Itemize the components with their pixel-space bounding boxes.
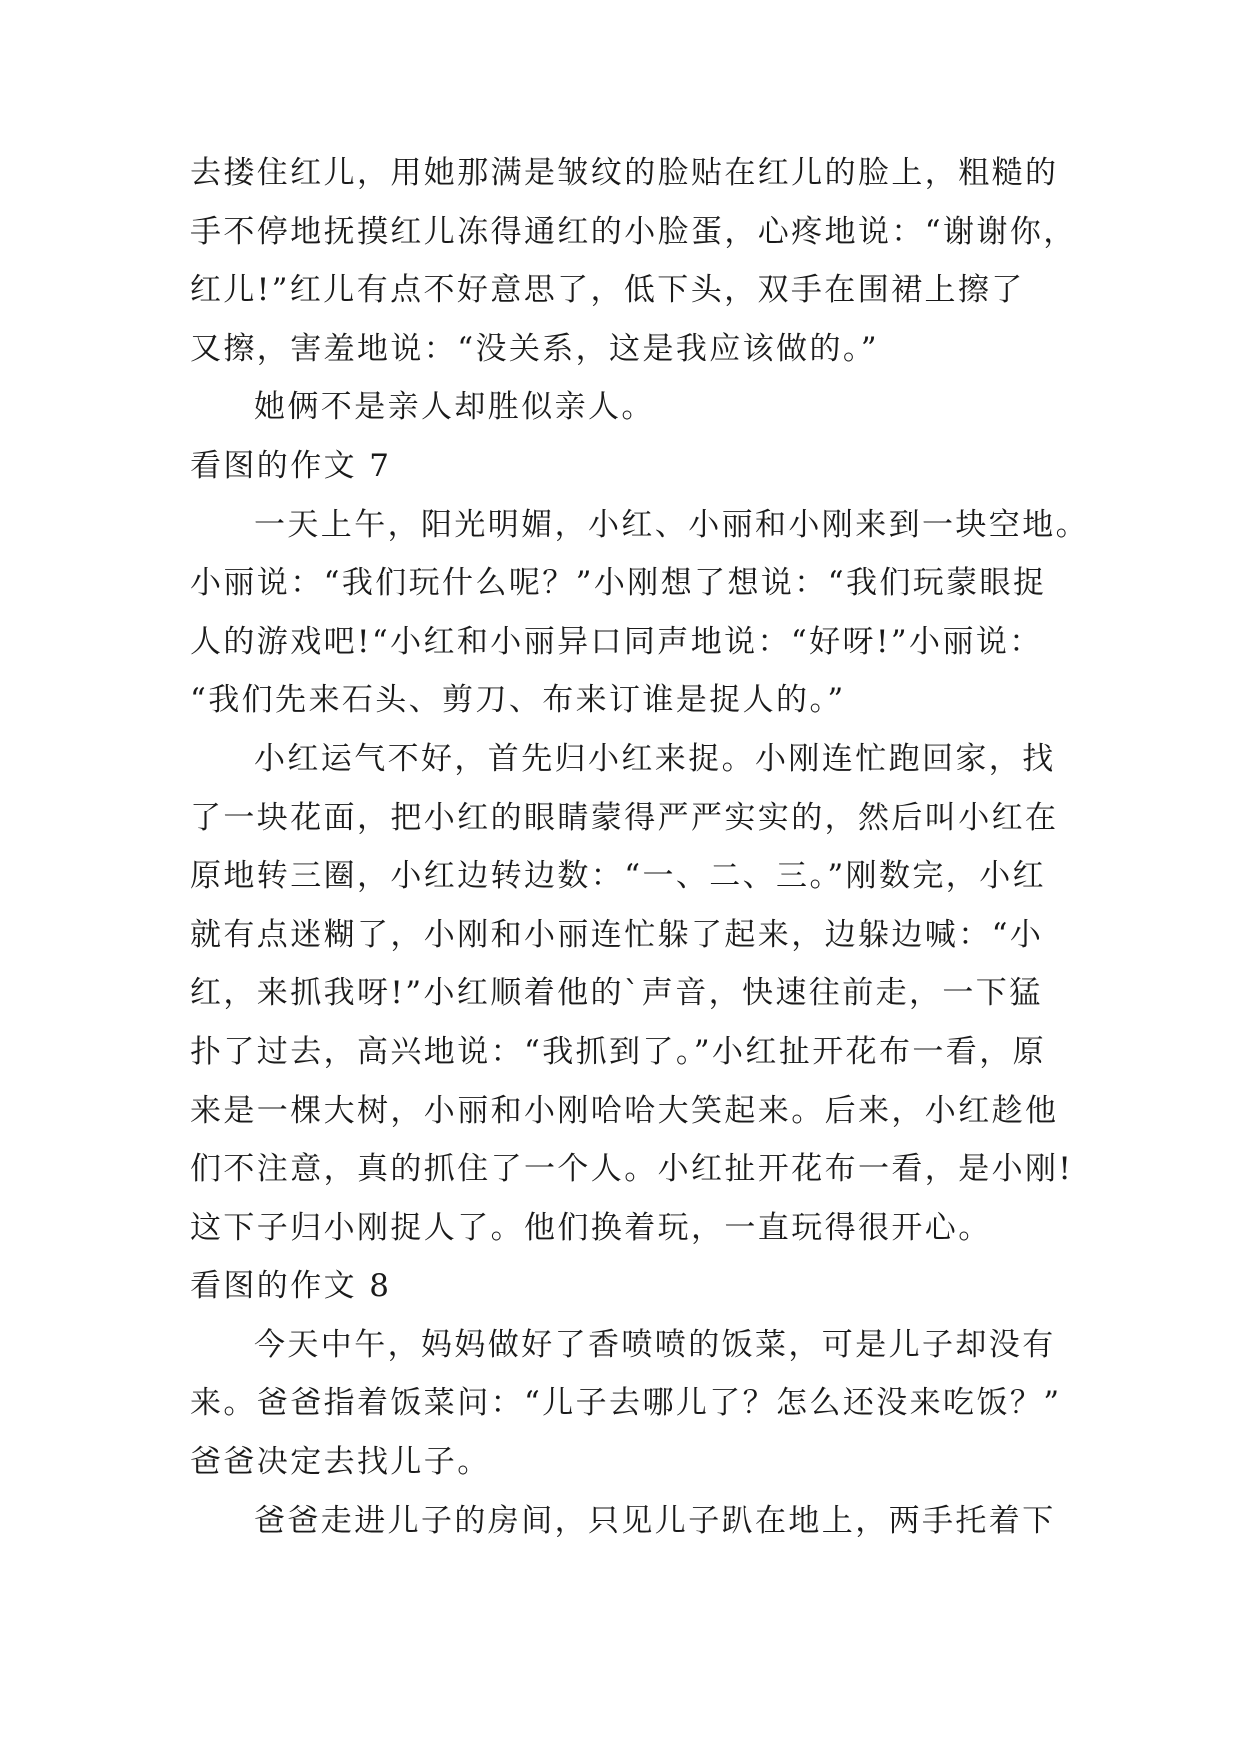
paragraph-line: 红儿!”红儿有点不好意思了，低下头，双手在围裙上擦了 xyxy=(190,272,1025,309)
paragraph-line: 一天上午，阳光明媚，小红、小丽和小刚来到一块空地。 xyxy=(254,506,1089,543)
section-heading: 看图的作文 8 xyxy=(190,1268,392,1305)
paragraph-line: 们不注意，真的抓住了一个人。小红扯开花布一看，是小刚! xyxy=(190,1151,1074,1188)
paragraph-line: 又擦，害羞地说：“没关系，这是我应该做的。” xyxy=(190,330,879,367)
paragraph-line: 来。爸爸指着饭菜问：“儿子去哪儿了？怎么还没来吃饭？” xyxy=(190,1385,1062,1422)
paragraph-line: 这下子归小刚捉人了。他们换着玩，一直玩得很开心。 xyxy=(190,1209,992,1246)
paragraph-line: 今天中午，妈妈做好了香喷喷的饭菜，可是儿子却没有 xyxy=(254,1326,1056,1363)
paragraph-line: 小红运气不好，首先归小红来捉。小刚连忙跑回家，找 xyxy=(254,740,1056,777)
paragraph-line: 小丽说：“我们玩什么呢？”小刚想了想说：“我们玩蒙眼捉 xyxy=(190,565,1047,602)
paragraph-line: “我们先来石头、剪刀、布来订谁是捉人的。” xyxy=(190,682,846,719)
paragraph-line: 来是一棵大树，小丽和小刚哈哈大笑起来。后来，小红趁他 xyxy=(190,1092,1059,1129)
paragraph-line: 去搂住红儿，用她那满是皱纹的脸贴在红儿的脸上，粗糙的 xyxy=(190,155,1059,191)
paragraph-line: 爸爸走进儿子的房间，只见儿子趴在地上，两手托着下 xyxy=(254,1502,1056,1539)
paragraph-line: 爸爸决定去找儿子。 xyxy=(190,1444,491,1481)
paragraph-line: 扑了过去，高兴地说：“我抓到了。”小红扯开花布一看，原 xyxy=(190,1033,1046,1070)
paragraph-line: 原地转三圈，小红边转边数：“一、二、三。”刚数完，小红 xyxy=(190,858,1046,895)
section-heading: 看图的作文 7 xyxy=(190,447,392,484)
paragraph-line: 人的游戏吧!“小红和小丽异口同声地说：“好呀!”小丽说： xyxy=(190,623,1043,660)
paragraph-line: 了一块花面，把小红的眼睛蒙得严严实实的，然后叫小红在 xyxy=(190,799,1059,836)
paragraph-line: 就有点迷糊了，小刚和小丽连忙躲了起来，边躲边喊：“小 xyxy=(190,916,1044,953)
paragraph-line: 她俩不是亲人却胜似亲人。 xyxy=(254,389,655,426)
essay-text-body xyxy=(190,144,1090,1550)
paragraph-line: 手不停地抚摸红儿冻得通红的小脸蛋，心疼地说：“谢谢你， xyxy=(190,213,1077,250)
paragraph-line: 红，来抓我呀!”小红顺着他的`声音，快速往前走，一下猛 xyxy=(190,975,1043,1012)
